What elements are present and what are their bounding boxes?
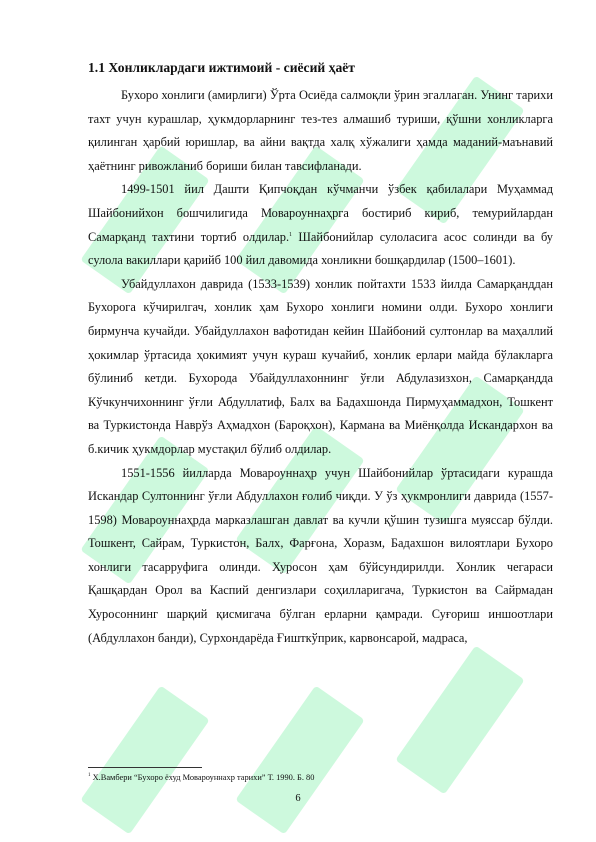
paragraph-4: 1551-1556 йилларда Мовароуннаҳр учун Шайбонийлар ўртасидаги курашда Искандар Султоннинг ўғли Абдуллахон ғолиб чиқди. У ўз ҳукмронлиги даврида (1557-1598) Мовароуннаҳрда марказлашган давлат ва кучли қўшин тузишга муяссар бўлди. Тошкент, Сайрам, Туркистон, Балх, Фарғона, Хоразм, Бадахшон вилоятлари Бухоро хонлиги тасарруфига олинди. Хуросон ҳам бўйсундирилди. Хонлик чегараси Қашқардан Орол ва Каспий денгизлари соҳилларигача, Туркистон ва Сайрмадан Хуросоннинг шарқий қисмигача бўлган ерларни қамради. Суғориш иншоотлари (Абдуллахон банди), Сурхондарёда Ғишткўприк, карвонсарой, мадраса, — [88, 465, 553, 645]
footnote-separator — [88, 767, 202, 768]
page-content — [88, 58, 553, 650]
paragraph-2-text-a: 1499-1501 йил Дашти Қипчоқдан кўчманчи ўзбек қабилалари Муҳаммад Шайбонийхон бошчилигида Мовароуннаҳрга бостириб кириб, темурийлардан Самарқанд тахтини тортиб олдилар. — [88, 182, 553, 244]
paragraph-3: Убайдуллахон даврида (1533-1539) хонлик пойтахти 1533 йилда Самарқанддан Бухорога кўчирилгач, хонлик ҳам Бухоро хонлиги номини олди. Бухоро хонлиги бирмунча кучайди. Убайдуллахон вафотидан кейин Шайбоний султонлар ва маҳаллий ҳокимлар ўртасида ҳокимият учун кураш кучайиб, хонлик ерлари майда бўлакларга бўлиниб кетди. Бухорода Убайдуллахоннинг ўғли Абдулазизхон, Самарқандда Кўчкунчихоннинг ўғли Абдуллатиф, Балх ва Бадахшонда Пирмуҳаммадхон, Тошкент ва Туркистонда Наврўз Аҳмадхон (Бароқхон), Кармана ва Миёнқолда Искандархон ва б.кичик ҳукмдорлар мустақил бўлиб олдилар. — [88, 276, 553, 456]
footnote-number: 1 — [88, 773, 91, 779]
paragraph-1: Бухоро хонлиги (амирлиги) Ўрта Осиёда салмоқли ўрин эгаллаган. Унинг тарихи тахт учун курашлар, ҳукмдорларнинг тез-тез алмашиб туриши, қўшни хонликларга қилинган ҳарбий юришлар, ва айни вақтда халқ хўжалиги ҳамда маданий-маънавий ҳаётнинг ривожланиб бориши билан тавсифланади. — [88, 88, 553, 173]
section-heading: 1.1 Хонликлардаги ижтимоий - сиёсий ҳаёт — [88, 60, 355, 75]
page-number: 6 — [295, 793, 301, 804]
footnote-text: Х.Вамбери “Бухоро ёхуд Мовароуннахр тарихи” Т. 1990. Б. 80 — [92, 773, 315, 782]
footnote — [88, 772, 553, 783]
footnote-reference[interactable]: 1 — [289, 231, 293, 238]
paragraph-2 — [88, 178, 553, 272]
paragraph-2-text-b: Шайбонийлар сулоласига асос солинди ва бу сулола вакиллари қарийб 100 йил давомида хонликни бошқардилар (1500–1601). — [88, 229, 553, 268]
